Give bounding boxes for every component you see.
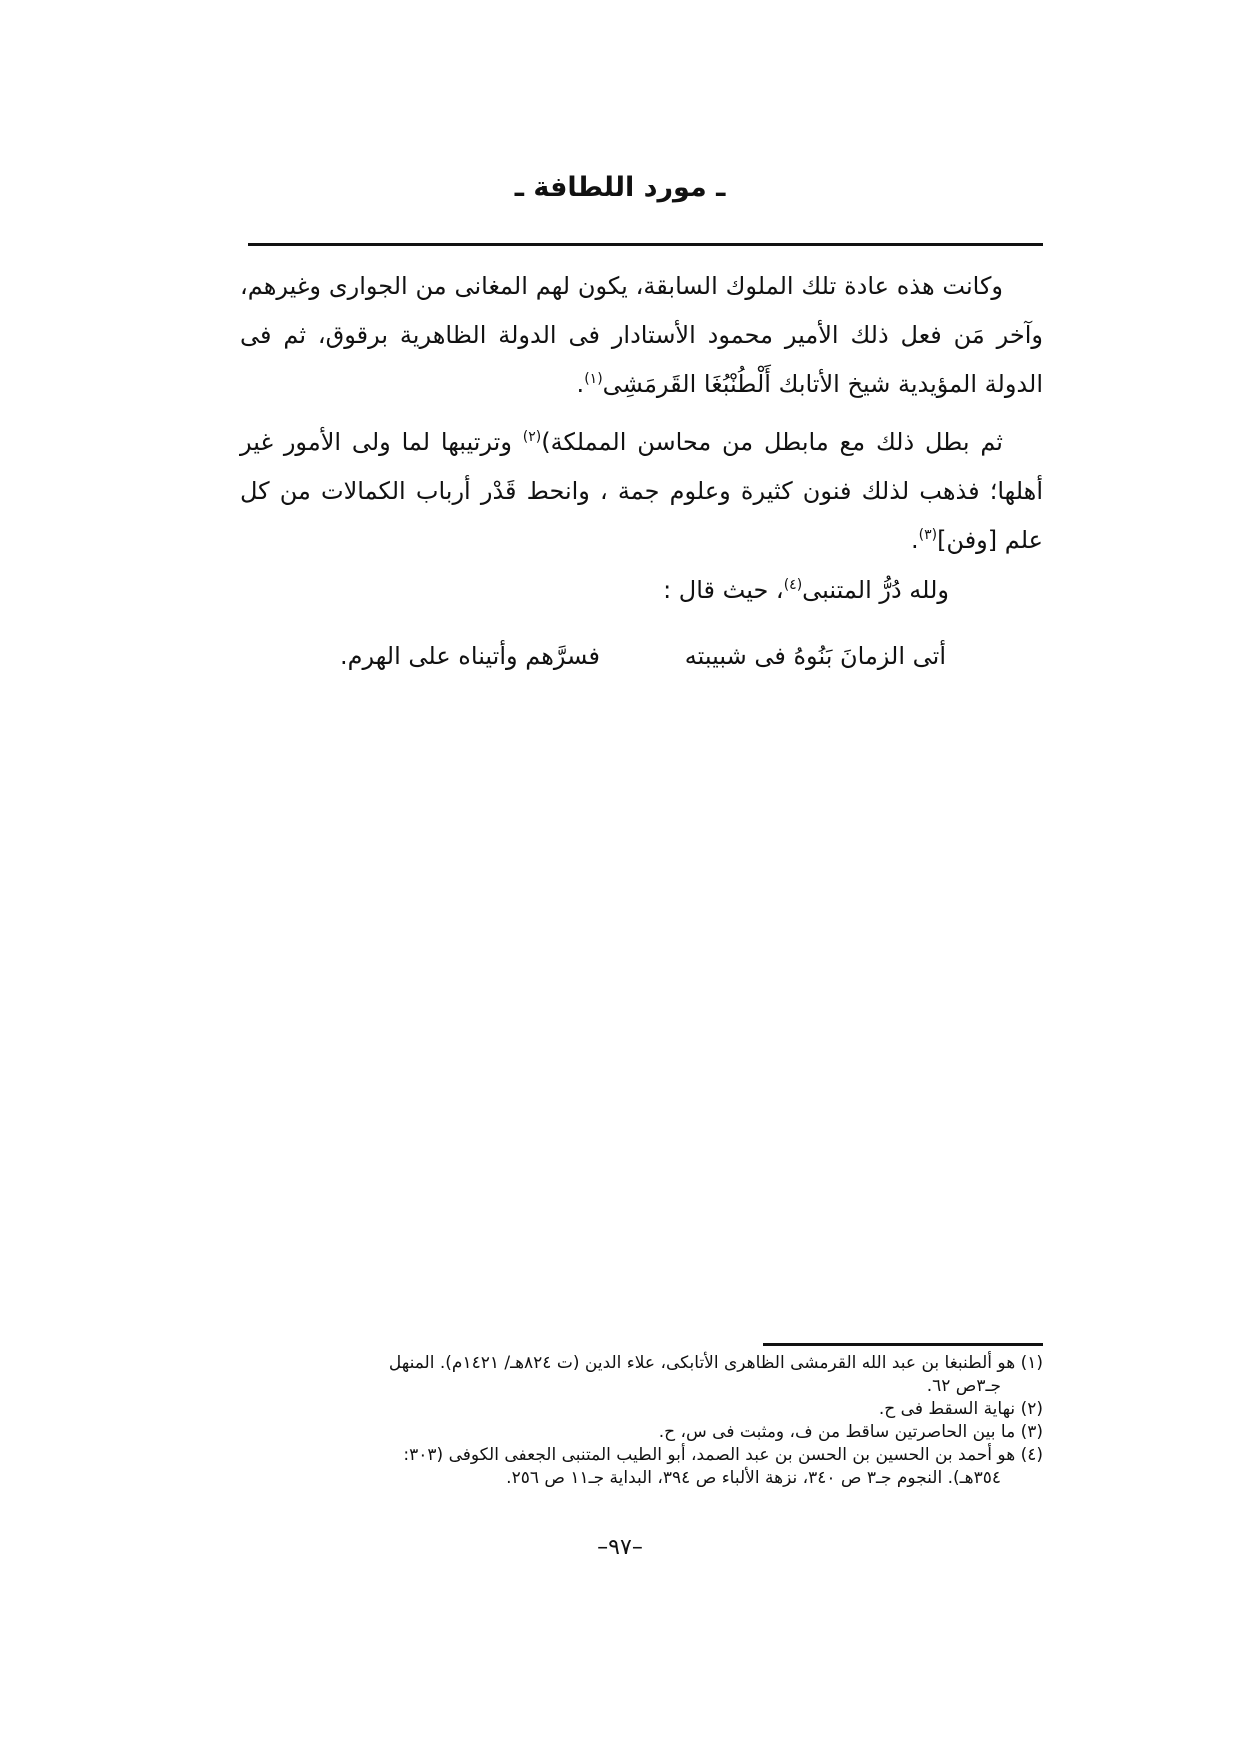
paragraph-2-text <box>240 418 1043 565</box>
footnote-2-text: نهاية السقط فى ح. <box>878 1399 1016 1419</box>
footnote-2-marker: (٢) <box>1020 1399 1043 1419</box>
verse-intro-start: ولله دُرُّ المتنبى <box>802 576 949 604</box>
paragraph-1 <box>240 262 1043 409</box>
paragraph-1-text <box>240 262 1043 409</box>
header-rule <box>248 243 1043 246</box>
running-title: ـ مورد اللطافة ـ <box>514 172 726 203</box>
footnote-4-text: هو أحمد بن الحسين بن الحسن بن عبد الصمد، أبو الطيب المتنبى الجعفى الكوفى (٣٠٣: <box>403 1445 1016 1465</box>
paragraph-1-body: وكانت هذه عادة تلك الملوك السابقة، يكون لهم المغانى من الجوارى وغيرهم، وآخر مَن فعل ذلك الأمير محمود الأستادار فى الدولة الظاهرية برقوق، ثم فى الدولة المؤيدية شيخ الأتابك أَلْطُنْبُغَا القَرمَشِى <box>240 272 1043 398</box>
footnote-1-marker: (١) <box>1020 1353 1043 1373</box>
footnotes <box>240 1352 1043 1490</box>
footnote-ref-2: (٢) <box>522 429 542 445</box>
paragraph-1-end: . <box>576 370 585 398</box>
verse-intro <box>663 576 949 604</box>
paragraph-2-end: . <box>910 526 919 554</box>
footnote-3 <box>240 1421 1043 1444</box>
verse-second-hemistich: فسرَّهم وأتيناه على الهرم. <box>340 642 600 670</box>
page-number: –٩٧– <box>597 1535 643 1560</box>
paragraph-2 <box>240 418 1043 565</box>
footnote-1-text: هو ألطنبغا بن عبد الله القرمشى الظاهرى الأتابكى، علاء الدين (ت ٨٢٤هـ/ ١٤٢١م). المنهل <box>388 1353 1016 1373</box>
footnote-2 <box>240 1398 1043 1421</box>
footnote-1 <box>240 1352 1043 1375</box>
footnote-3-text: ما بين الحاصرتين ساقط من ف، ومثبت فى س، ح. <box>658 1422 1016 1442</box>
footnote-ref-4: (٤) <box>783 577 803 593</box>
footnote-3-marker: (٣) <box>1020 1422 1043 1442</box>
verse-first-hemistich: أتى الزمانَ بَنُوهُ فى شبيبته <box>684 642 946 670</box>
footnote-ref-3: (٣) <box>918 527 938 543</box>
paragraph-2-start: ثم بطل ذلك مع مابطل من محاسن المملكة) <box>541 428 1003 456</box>
footnote-4-continuation: ٣٥٤هـ). النجوم جـ٣ ص ٣٤٠، نزهة الألباء ص ٣٩٤، البداية جـ١١ ص ٢٥٦. <box>506 1468 1001 1488</box>
footnote-4-marker: (٤) <box>1020 1445 1043 1465</box>
footnote-1-continuation: جـ٣ص ٦٢. <box>926 1376 1001 1396</box>
footnote-4 <box>240 1444 1043 1467</box>
footnote-ref-1: (١) <box>584 371 603 387</box>
footnote-rule <box>763 1343 1043 1346</box>
paragraph-2-body: وترتيبها لما ولى الأمور غير أهلها؛ فذهب لذلك فنون كثيرة وعلوم جمة ، وانحط قَدْر أرباب الكمالات من كل علم [وفن] <box>240 428 1043 554</box>
verse-intro-end: ، حيث قال : <box>663 576 784 604</box>
